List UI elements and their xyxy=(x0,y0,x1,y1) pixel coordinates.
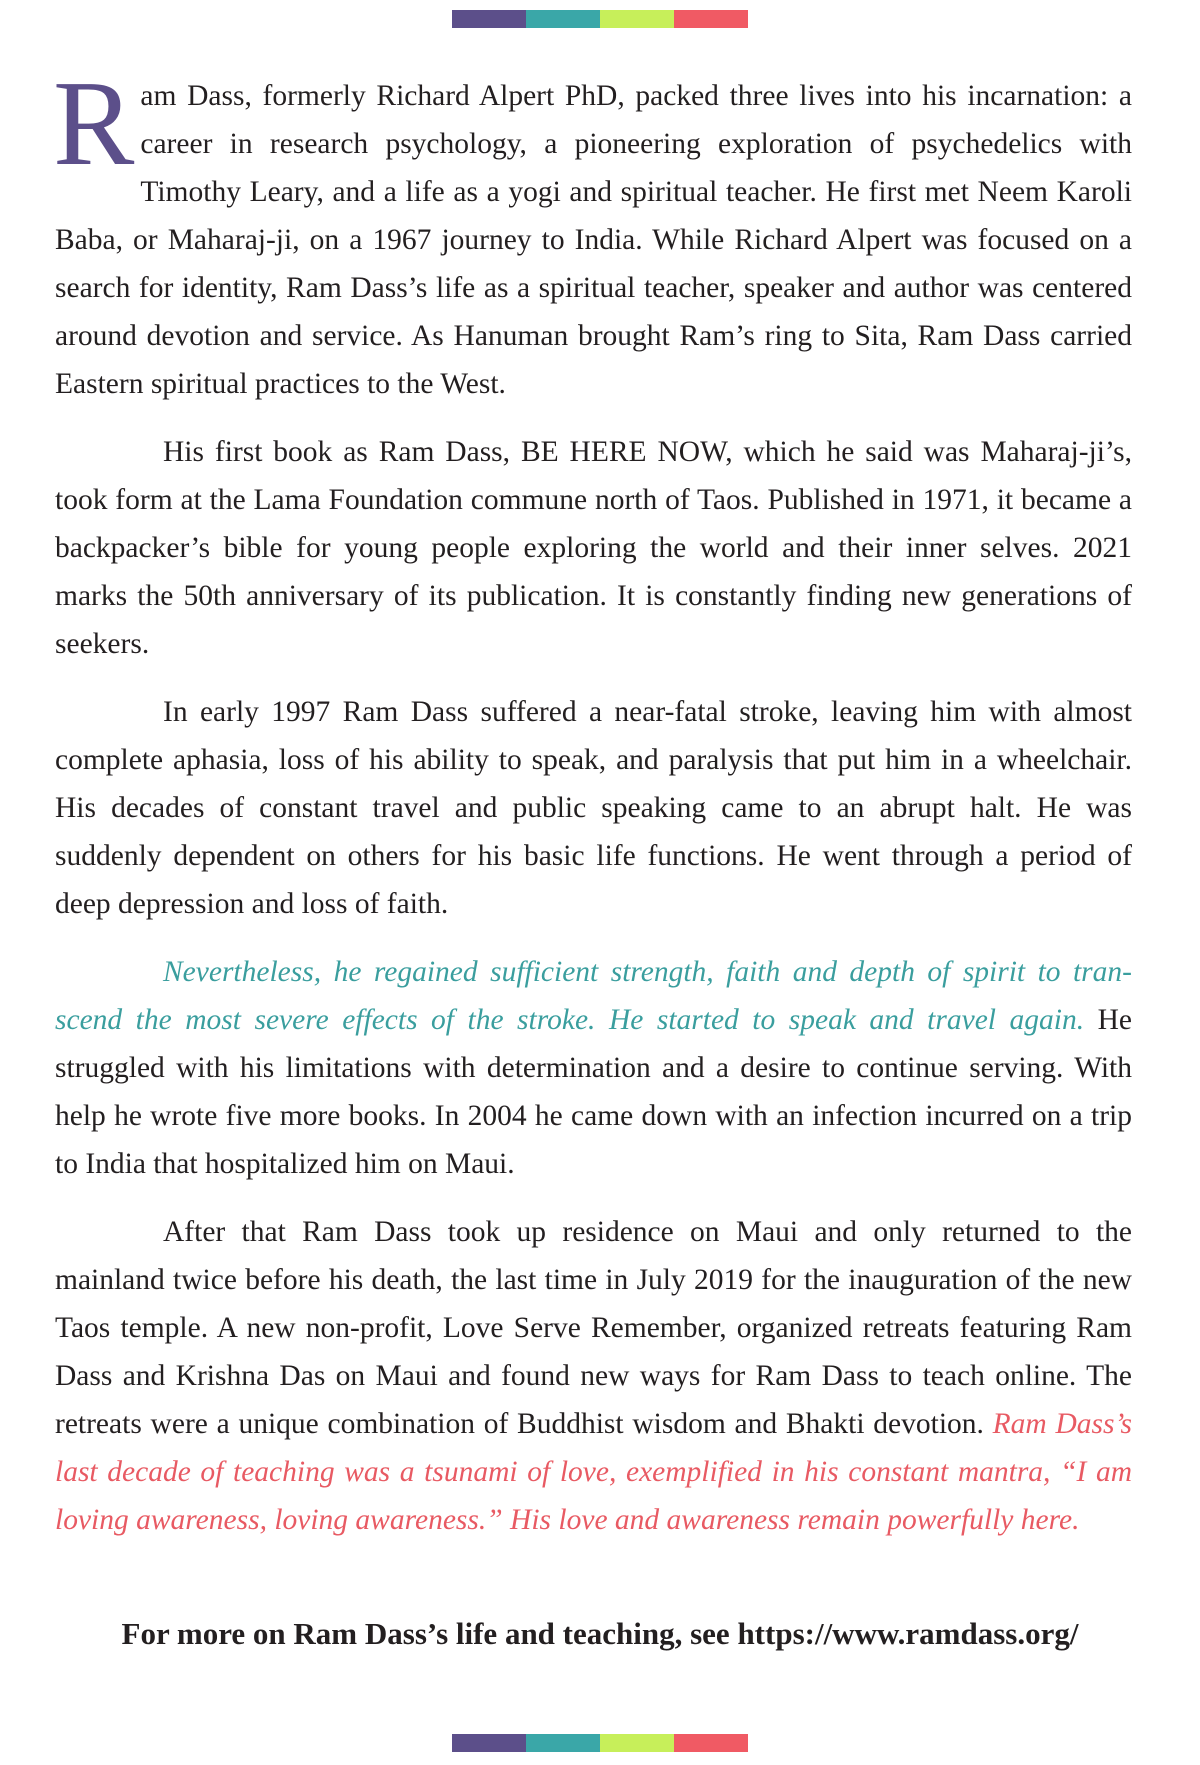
color-segment-coral xyxy=(674,10,748,28)
article-body xyxy=(53,56,1132,1564)
paragraph-1-text: am Dass, formerly Richard Alpert PhD, packed three lives into his incarnation: a career in research psychology, a pioneering exploration of psychedelics with Timothy Leary, and a life as a yogi and spiritual teacher. He first met Neem Karoli Baba, or Maharaj-ji, on a 1967 journey to India. While Richard Alpert was focused on a search for identity, Ram Dass’s life as a spiritual teacher, speaker and author was centered around devotion and service. As Hanuman brought Ram’s ring to Sita, Ram Dass carried Eastern spiritual practices to the West. xyxy=(55,80,1132,400)
top-color-bar xyxy=(452,10,748,28)
footer-link-line: For more on Ram Dass’s life and teaching, see https://www.ramdass.org/ xyxy=(121,1616,1079,1651)
color-segment-purple xyxy=(452,1734,526,1752)
paragraph-2: His first book as Ram Dass, BE HERE NOW, which he said was Maharaj-ji’s, took form at the Lama Foundation commune north of Taos. Published in 1971, it became a backpacker’s bible for young people exploring the world and their inner selves. 2021 marks the 50th anniversary of its publication. It is constantly finding new generations of seekers. xyxy=(55,436,1132,660)
color-segment-lime xyxy=(600,1734,674,1752)
paragraph-3: In early 1997 Ram Dass suffered a near-fatal stroke, leaving him with almost complete aphasia, loss of his ability to speak, and paralysis that put him in a wheelchair. His decades of constant travel and public speaking came to an abrupt halt. He was suddenly dependent on others for his basic life functions. He went through a period of deep depression and loss of faith. xyxy=(55,696,1132,920)
color-segment-purple xyxy=(452,10,526,28)
paragraph-5-highlight: Ram Dass’s last decade of teaching was a tsunami of love, exemplified in his constant mantra, “I am loving awareness, loving awareness.” His love and awareness remain powerfully here. xyxy=(55,1408,1132,1536)
paragraph-5-text: After that Ram Dass took up residence on Maui and only returned to the mainland twice before his death, the last time in July 2019 for the inauguration of the new Taos temple. A new non-profit, Love Serve Remember, organized retreats featuring Ram Dass and Krishna Das on Maui and found new ways for Ram Dass to teach online. The retreats were a unique combination of Buddhist wisdom and Bhakti devotion. xyxy=(55,1216,1132,1440)
color-segment-lime xyxy=(600,10,674,28)
paragraph-4-text: He struggled with his limitations with determination and a desire to continue serving. With help he wrote five more books. In 2004 he came down with an infection incurred on a trip to India that hospitalized him on Maui. xyxy=(55,1004,1132,1180)
drop-cap: R xyxy=(53,56,135,191)
paragraph-5 xyxy=(55,1208,1132,1544)
paragraph-1 xyxy=(53,56,1132,408)
color-segment-teal xyxy=(526,1734,600,1752)
color-segment-teal xyxy=(526,10,600,28)
paragraph-4 xyxy=(55,948,1132,1188)
color-segment-coral xyxy=(674,1734,748,1752)
paragraph-4-highlight: Nevertheless, he regained sufficient strength, faith and depth of spirit to transcend the most severe effects of the stroke. He started to speak and travel again. xyxy=(55,956,1132,1036)
bottom-color-bar xyxy=(452,1734,748,1752)
